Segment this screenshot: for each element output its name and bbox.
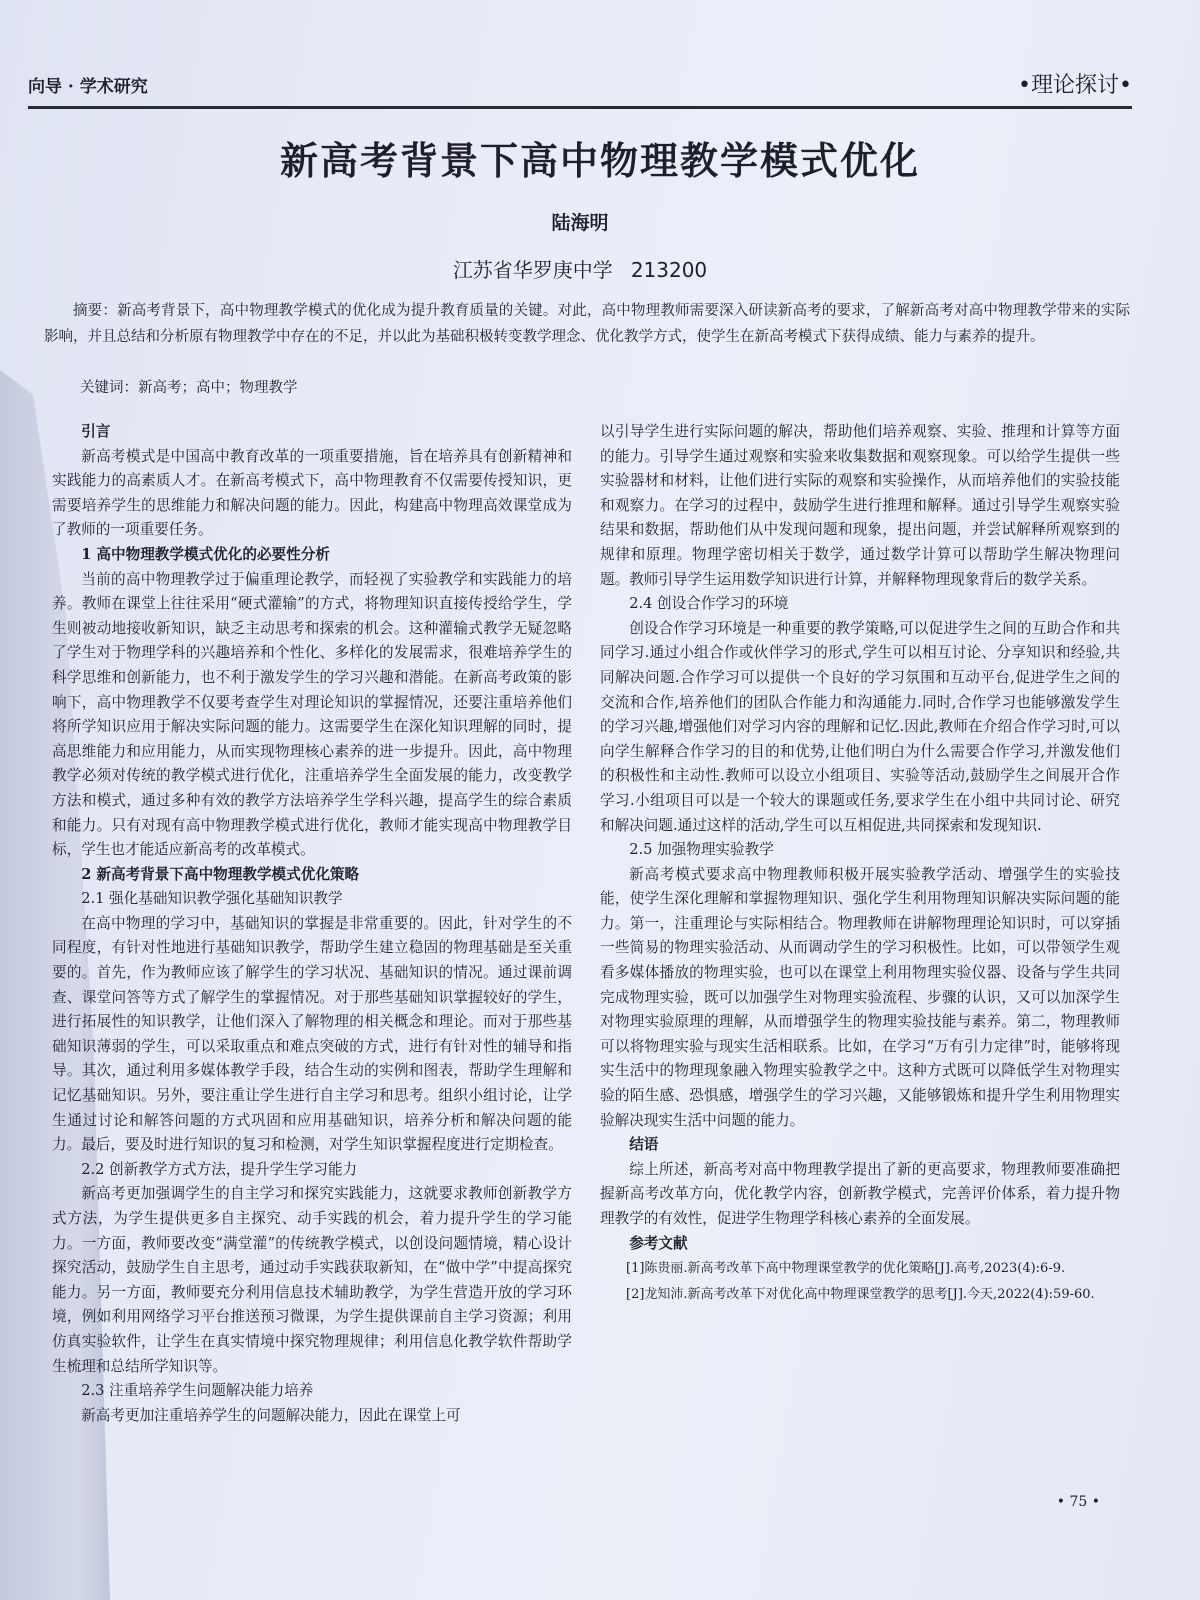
conclusion-heading: 结语: [629, 1136, 659, 1154]
section-1-paragraph: 当前的高中物理教学过于偏重理论教学，而轻视了实验教学和实践能力的培养。教师在课堂上往往采用“硬式灌输”的方式，将物理知识直接传授给学生，学生则被动地接收新知识，缺乏主动思考和探索的机会。这种灌输式教学无疑忽略了学生对于物理学科的兴趣培养和个性化、多样化的发展需求，很难培养学生的科学思维和创新能力，也不利于激发学生的学习兴趣和潜能。在新高考政策的影响下，高中物理教学不仅要考查学生对理论知识的掌握情况，还要注重培养他们将所学知识应用于解决实际问题的能力。这需要学生在深化知识理解的同时，提高思维能力和应用能力，从而实现物理核心素养的进一步提升。因此，高中物理教学必须对传统的教学模式进行优化，注重培养学生全面发展的能力，改变教学方法和模式，通过多种有效的教学方法培养学生学科兴趣，提高学生的综合素质和能力。只有对现有高中物理教学模式进行优化，教师才能实现高中物理教学目标，学生也才能适应新高考的改革模式。: [52, 570, 572, 859]
keywords: 关键词：新高考；高中；物理教学: [80, 380, 298, 396]
section-1-heading: 1 高中物理教学模式优化的必要性分析: [81, 545, 330, 563]
abstract: 摘要：新高考背景下，高中物理教学模式的优化成为提升教育质量的关键。对此，高中物理教师需要深入研读新高考的要求，了解新高考对高中物理教学带来的实际影响，并且总结和分析原有物理教学中存在的不足，并以此为基础积极转变教学理念、优化教学方式，使学生在新高考模式下获得成绩、能力与素养的提升。: [44, 303, 1130, 345]
reference-item: [1]陈贵丽.新高考改革下高中物理课堂教学的优化策略[J].高考,2023(4):6-9.: [626, 1261, 1066, 1277]
section-2-4-paragraph: 创设合作学习环境是一种重要的教学策略,可以促进学生之间的互助合作和共同学习.通过小组合作或伙伴学习的形式,学生可以相互讨论、分享知识和经验,共同解决问题.合作学习可以提供一个良好的学习氛围和互动平台,促进学生之间的交流和合作,培养他们的团队合作能力和沟通能力.同时,合作学习也能够激发学生的学习兴趣,增强他们对学习内容的理解和记忆.因此,教师在介绍合作学习时,可以向学生解释合作学习的目的和优势,让他们明白为什么需要合作学习,并激发他们的积极性和主动性.教师可以设立小组项目、实验等活动,鼓励学生之间展开合作学习.小组项目可以是一个较大的课题或任务,要求学生在小组中共同讨论、研究和解决问题.通过这样的活动,学生可以互相促进,共同探索和发现知识.: [600, 619, 1120, 834]
section-2-3-heading: 2.3 注重培养学生问题解决能力培养: [81, 1382, 314, 1400]
right-column: [600, 420, 1120, 1308]
intro-paragraph: 新高考模式是中国高中教育改革的一项重要措施，旨在培养具有创新精神和实践能力的高素质人才。在新高考模式下，高中物理教育不仅需要传授知识，更需要培养学生的思维能力和解决问题的能力。因此，构建高中物理高效课堂成为了教师的一项重要任务。: [52, 447, 572, 539]
running-header: [28, 66, 1132, 109]
header-left: 向导 · 学术研究: [28, 77, 148, 97]
affiliation: [0, 254, 1160, 283]
section-2-2-paragraph: 新高考更加强调学生的自主学习和探究实践能力，这就要求教师创新教学方式方法，为学生提供更多自主探究、动手实践的机会，着力提升学生的学习能力。一方面，教师要改变“满堂灌”的传统教学模式，以创设问题情境，精心设计探究活动，鼓励学生自主思考，通过动手实践获取新知，在“做中学”中提高探究能力。另一方面，教师要充分利用信息技术辅助教学，为学生营造开放的学习环境，例如利用网络学习平台推送预习微课，为学生提供课前自主学习资源；利用仿真实验软件，让学生在真实情境中探究物理规律；利用信息化教学软件帮助学生梳理和总结所学知识等。: [52, 1185, 572, 1375]
section-2-2-heading: 2.2 创新教学方式方法，提升学生学习能力: [81, 1160, 358, 1178]
references: [600, 1232, 1120, 1309]
section-2-3-paragraph: 新高考更加注重培养学生的问题解决能力，因此在课堂上可: [81, 1406, 461, 1424]
section-2-1-heading: 2.1 强化基础知识教学强化基础知识教学: [81, 890, 343, 908]
reference-item: [2]龙知沛.新高考改革下对优化高中物理课堂教学的思考[J].今天,2022(4):59-60.: [626, 1287, 1095, 1303]
section-2-1-paragraph: 在高中物理的学习中，基础知识的掌握是非常重要的。因此，针对学生的不同程度，有针对性地进行基础知识教学，帮助学生建立稳固的物理基础是至关重要的。首先，作为教师应该了解学生的学习状况、基础知识的情况。通过课前调查、课堂问答等方式了解学生的掌握情况。对于那些基础知识掌握较好的学生，进行拓展性的知识教学，让他们深入了解物理的相关概念和理论。而对于那些基础知识薄弱的学生，可以采取重点和难点突破的方式，进行有针对性的辅导和指导。其次，通过利用多媒体教学手段，结合生动的实例和图表，帮助学生理解和记忆基础知识。另外，要注重让学生进行自主学习和思考。组织小组讨论，让学生通过讨论和解答问题的方式巩固和应用基础知识，培养分析和解决问题的能力。最后，要及时进行知识的复习和检测，对学生知识掌握程度进行定期检查。: [52, 914, 572, 1154]
page-number: • 75 •: [1056, 1494, 1100, 1510]
affiliation-zip: 213200: [630, 258, 708, 282]
section-2-4-heading: 2.4 创设合作学习的环境: [629, 595, 789, 613]
article-title: 新高考背景下高中物理教学模式优化: [279, 139, 920, 183]
section-2-5-paragraph: 新高考模式要求高中物理教师积极开展实验教学活动、增强学生的实验技能，使学生深化理解和掌握物理知识、强化学生利用物理知识解决实际问题的能力。第一，注重理论与实际相结合。物理教师在讲解物理理论知识时，可以穿插一些简易的物理实验活动、从而调动学生的学习积极性。比如，可以带领学生观看多媒体播放的物理实验，也可以在课堂上利用物理实验仪器、设备与学生共同完成物理实验，既可以加强学生对物理实验流程、步骤的认识，又可以加深学生对物理实验原理的理解，从而增强学生的物理实验技能与素养。第二，物理教师可以将物理实验与现实生活相联系。比如，在学习“万有引力定律”时，能够将现实生活中的物理现象融入物理实验教学之中。这种方式既可以降低学生对物理实验的陌生感、恐惧感，增强学生的学习兴趣，又能够锻炼和提升学生利用物理实验解决现实生活中问题的能力。: [600, 865, 1120, 1129]
author-name: 陆海明: [551, 212, 609, 234]
header-section-label: •理论探讨•: [1018, 73, 1132, 98]
references-heading: 参考文献: [629, 1234, 688, 1252]
affiliation-name: 江苏省华罗庚中学: [452, 258, 613, 282]
conclusion-paragraph: 综上所述，新高考对高中物理教学提出了新的更高要求，物理教师要准确把握新高考改革方向，优化教学内容，创新教学模式，完善评价体系，着力提升物理教学的有效性，促进学生物理学科核心素养的全面发展。: [600, 1160, 1120, 1227]
left-column: [52, 420, 572, 1428]
intro-heading: 引言: [81, 423, 111, 440]
section-2-3-continued: 以引导学生进行实际问题的解决，帮助他们培养观察、实验、推理和计算等方面的能力。引导学生通过观察和实验来收集数据和观察现象。可以给学生提供一些实验器材和材料，让他们进行实际的观察和实验操作，从而培养他们的实验技能和观察力。在学习的过程中，鼓励学生进行推理和解释。通过引导学生观察实验结果和数据，帮助他们从中发现问题和现象，提出问题，并尝试解释所观察到的规律和原理。物理学密切相关于数学，通过数学计算可以帮助学生解决物理问题。教师引导学生运用数学知识进行计算，并解释物理现象背后的数学关系。: [600, 423, 1120, 588]
section-2-heading: 2 新高考背景下高中物理教学模式优化策略: [81, 865, 360, 883]
section-2-5-heading: 2.5 加强物理实验教学: [629, 841, 774, 859]
